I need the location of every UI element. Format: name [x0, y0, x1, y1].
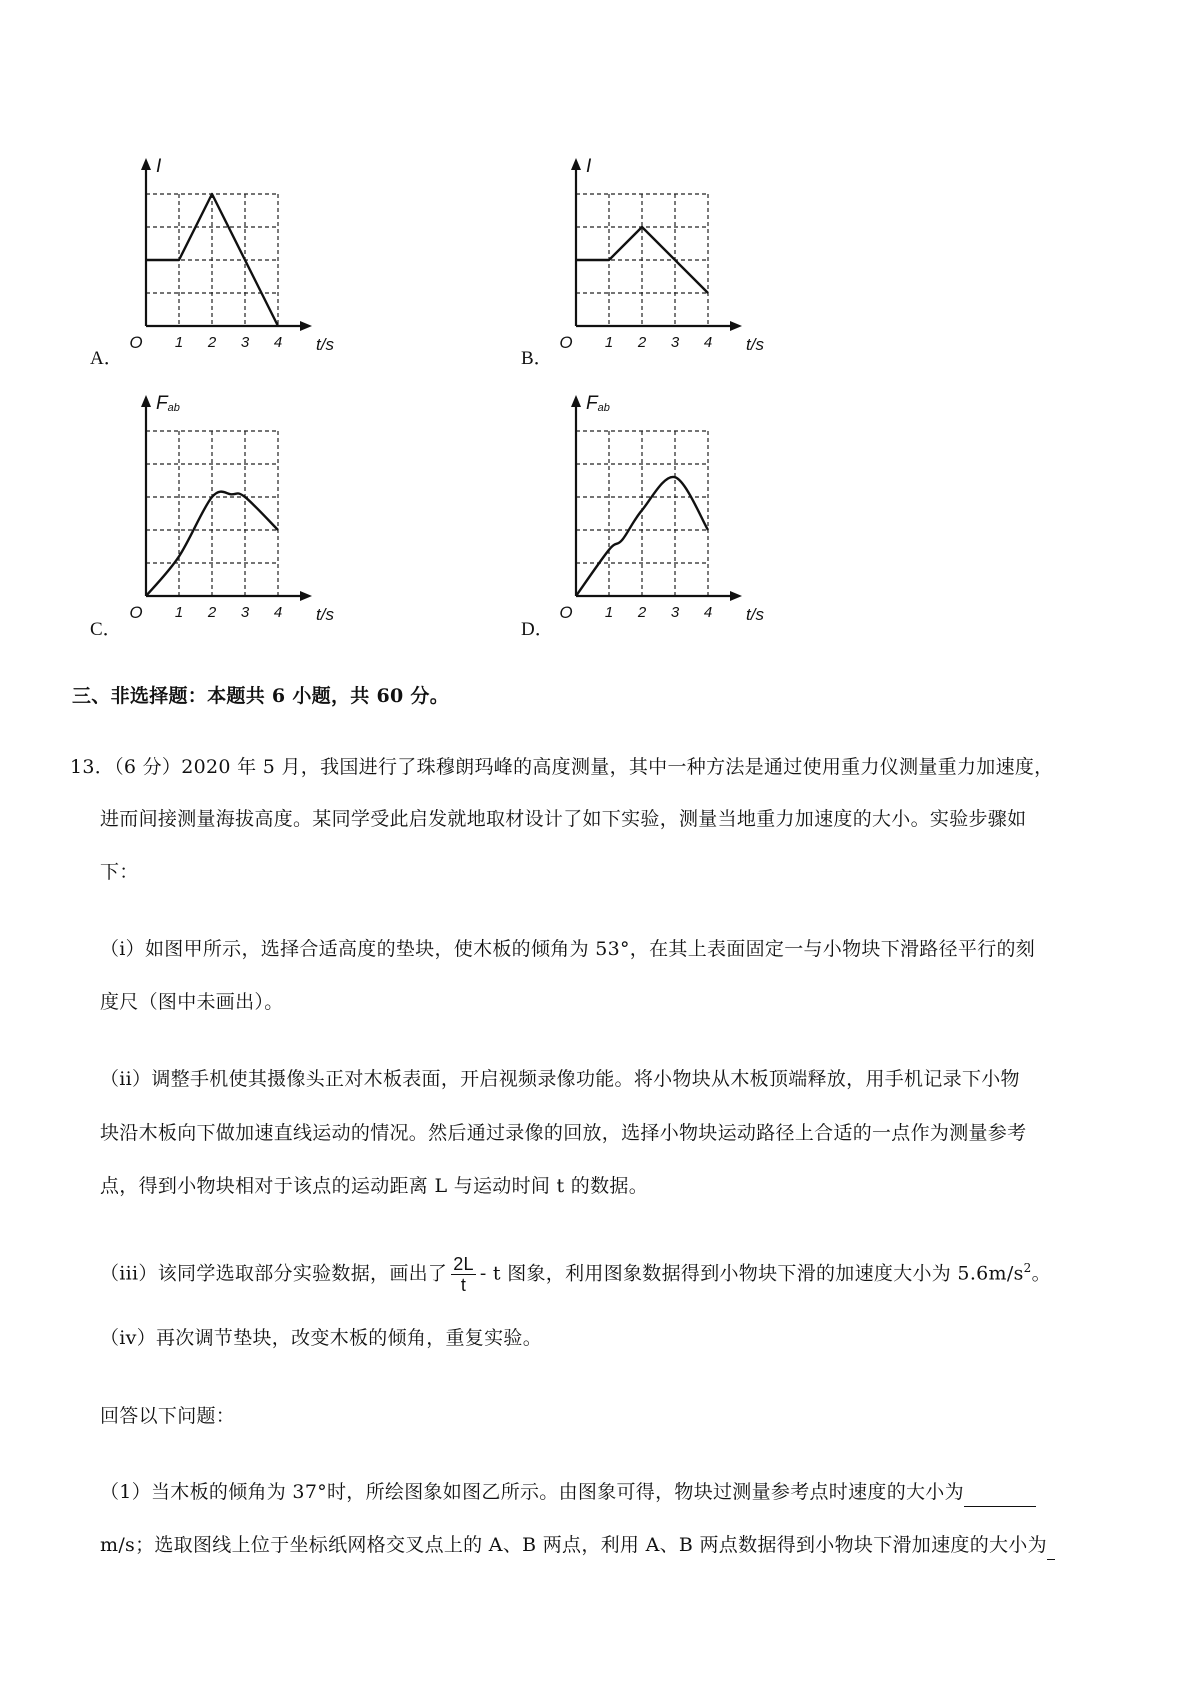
x-tick-label: 1: [174, 334, 184, 351]
x-tick-label: 3: [670, 334, 680, 351]
y-axis-label: I: [156, 156, 162, 177]
x-tick-label: 2: [207, 604, 217, 621]
y-axis-label: I: [586, 156, 592, 177]
x-tick-label: 4: [273, 604, 283, 621]
q13-step3: [100, 1242, 1051, 1294]
origin-label: O: [559, 603, 573, 622]
y-axis-arrow: [571, 395, 581, 407]
x-tick-label: 4: [703, 604, 713, 621]
fraction-numerator: 2L: [453, 1253, 474, 1274]
x-tick-label: 3: [240, 604, 250, 621]
q13-line1: 13．（6 分）2020 年 5 月，我国进行了珠穆朗玛峰的高度测量，其中一种方法是通过使用重力仪测量重力加速度，: [70, 756, 1054, 778]
x-tick-label: 3: [670, 604, 680, 621]
q13-line2: 进而间接测量海拔高度。某同学受此启发就地取材设计了如下实验，测量当地重力加速度的大小。实验步骤如: [100, 808, 1027, 830]
x-tick-label: 4: [273, 334, 283, 351]
y-axis-label: Fab: [586, 393, 610, 414]
q13-step2-c: 点，得到小物块相对于该点的运动距离 L 与运动时间 t 的数据。: [100, 1175, 649, 1197]
q13-sub1-a-text: （1）当木板的倾角为 37°时，所绘图象如图乙所示。由图象可得，物块过测量参考点时速度的大小为: [100, 1481, 964, 1503]
q13-step3-post: - t 图象，利用图象数据得到小物块下滑的加速度大小为 5.6m/s: [479, 1262, 1024, 1285]
graph-b: [560, 140, 770, 355]
q13-step2-b: 块沿木板向下做加速直线运动的情况。然后通过录像的回放，选择小物块运动路径上合适的一点作为测量参考: [100, 1122, 1027, 1144]
x-axis-arrow: [730, 321, 742, 331]
x-tick-label: 1: [604, 334, 614, 351]
x-axis-label: t/s: [316, 605, 334, 624]
q13-step3-pre: （iii）该同学选取部分实验数据，画出了: [100, 1262, 448, 1285]
origin-label: O: [559, 333, 573, 352]
option-c-label: C．: [90, 619, 122, 640]
q13-step1-b: 度尺（图中未画出）。: [100, 991, 284, 1013]
q13-step2-a: （ii）调整手机使其摄像头正对木板表面，开启视频录像功能。将小物块从木板顶端释放，用手机记录下小物: [100, 1068, 1020, 1090]
option-a-label: A．: [90, 348, 123, 369]
graph-d: [559, 393, 770, 625]
q13-sub1-b-text: m/s；选取图线上位于坐标纸网格交叉点上的 A、B 两点，利用 A、B 两点数据得到小物块下滑加速度的大小为: [100, 1534, 1047, 1556]
q13-step3-sup: 2: [1023, 1261, 1032, 1275]
x-axis-arrow: [730, 591, 742, 601]
origin-label: O: [129, 603, 143, 622]
option-b-label: B．: [521, 348, 553, 369]
q13-sub1-a: [100, 1477, 1036, 1507]
graph-a: [130, 140, 340, 355]
origin-label: O: [129, 333, 143, 352]
answer-blank-1[interactable]: [964, 1484, 1036, 1507]
x-axis-label: t/s: [746, 605, 764, 624]
y-axis-arrow: [571, 158, 581, 170]
y-axis-label: Fab: [156, 393, 180, 414]
q13-step4: （iv）再次调节垫块，改变木板的倾角，重复实验。: [100, 1327, 543, 1349]
x-tick-label: 3: [240, 334, 250, 351]
x-tick-label: 4: [703, 334, 713, 351]
x-tick-label: 1: [604, 604, 614, 621]
x-tick-label: 2: [637, 604, 647, 621]
x-tick-label: 1: [174, 604, 184, 621]
x-axis-label: t/s: [746, 335, 764, 354]
option-d-label: D．: [521, 619, 554, 640]
graph-c: [129, 393, 340, 625]
answer-blank-2[interactable]: [1047, 1537, 1055, 1560]
q13-answer-prompt: 回答以下问题：: [100, 1405, 236, 1427]
y-axis-arrow: [141, 158, 151, 170]
x-tick-label: 2: [207, 334, 217, 351]
q13-step3-end: 。: [1031, 1262, 1051, 1285]
y-axis-arrow: [141, 395, 151, 407]
q13-sub1-b: [100, 1530, 1055, 1560]
x-axis-arrow: [300, 591, 312, 601]
section-title: 三、非选择题：本题共 6 小题，共 60 分。: [72, 685, 450, 707]
q13-step1-a: （i）如图甲所示，选择合适高度的垫块，使木板的倾角为 53°，在其上表面固定一与小物块下滑路径平行的刻: [100, 938, 1036, 960]
x-axis-arrow: [300, 321, 312, 331]
fraction-2l-over-t: [451, 1254, 476, 1295]
x-axis-label: t/s: [316, 335, 334, 354]
fraction-denominator: t: [460, 1274, 467, 1295]
q13-line3: 下：: [100, 861, 139, 883]
x-tick-label: 2: [637, 334, 647, 351]
